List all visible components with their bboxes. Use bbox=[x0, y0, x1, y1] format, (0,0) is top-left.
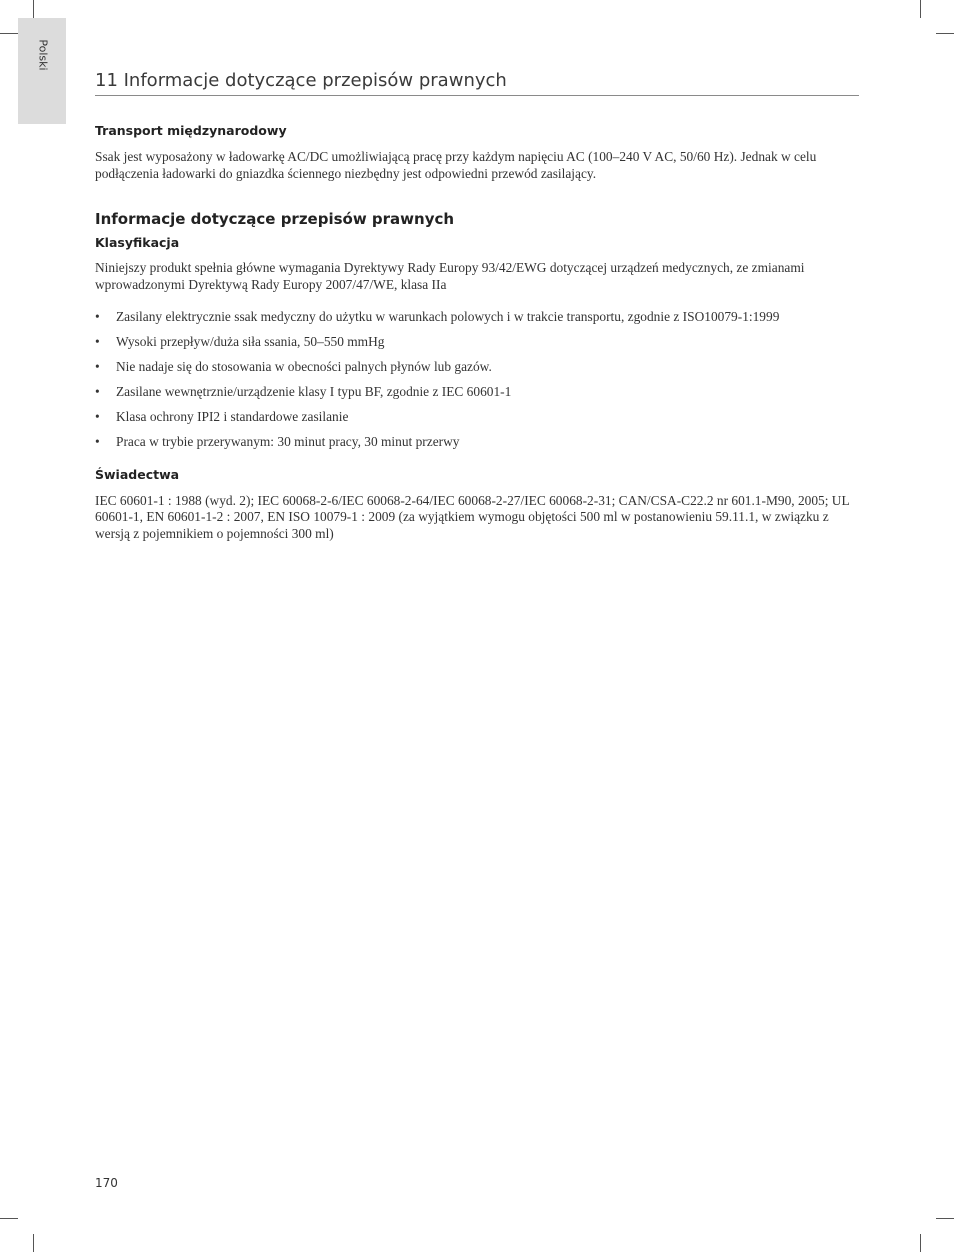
classification-paragraph: Niniejszy produkt spełnia główne wymagania Dyrektywy Rady Europy 93/42/EWG dotyczącej urządzeń medycznych, ze zmianami wprowadzonymi Dyrektywą Rady Europy 2007/47/WE, klasa IIa bbox=[95, 260, 805, 292]
list-item-text: Klasa ochrony IPI2 i standardowe zasilanie bbox=[116, 409, 349, 424]
list-item bbox=[95, 434, 855, 451]
transport-paragraph: Ssak jest wyposażony w ładowarkę AC/DC umożliwiającą pracę przy każdym napięciu AC (100–240 V AC, 50/60 Hz). Jednak w celu podłączenia ładowarki do gniazdka ściennego niezbędny jest odpowiedni przewód zasilający. bbox=[95, 149, 817, 181]
list-item-text: Zasilany elektrycznie ssak medyczny do użytku w warunkach polowych i w trakcie transportu, zgodnie z ISO10079-1:1999 bbox=[116, 309, 780, 324]
certificates-paragraph: IEC 60601-1 : 1988 (wyd. 2); IEC 60068-2-6/IEC 60068-2-64/IEC 60068-2-27/IEC 60068-2-31; CAN/CSA-C22.2 nr 601.1-M90, 2005; UL 60601-1, EN 60601-1-2 : 2007, EN ISO 10079-1 : 2009 (za wyjątkiem wymogu objętości 500 ml w postanowieniu 59.11.1, w związku z wersją z pojemnikiem o pojemności 300 ml) bbox=[95, 492, 850, 541]
crop-mark bbox=[936, 33, 954, 34]
crop-mark bbox=[33, 0, 34, 18]
crop-mark bbox=[936, 1218, 954, 1219]
list-item bbox=[95, 334, 855, 351]
transport-heading: Transport międzynarodowy bbox=[95, 123, 287, 138]
list-item bbox=[95, 359, 855, 376]
crop-mark bbox=[920, 0, 921, 18]
classification-heading: Klasyfikacja bbox=[95, 235, 180, 250]
chapter-title: 11 Informacje dotyczące przepisów prawnych bbox=[95, 70, 507, 91]
list-item-text: Praca w trybie przerywanym: 30 minut pracy, 30 minut przerwy bbox=[116, 434, 460, 449]
crop-mark bbox=[33, 1234, 34, 1252]
language-side-tab-label: Polski bbox=[36, 39, 50, 71]
page-number: 170 bbox=[95, 1176, 118, 1190]
crop-mark bbox=[0, 33, 18, 34]
list-item bbox=[95, 409, 855, 426]
list-item-text: Zasilane wewnętrznie/urządzenie klasy I typu BF, zgodnie z IEC 60601-1 bbox=[116, 384, 512, 399]
bullet-icon: • bbox=[95, 409, 100, 424]
list-item bbox=[95, 309, 855, 326]
regulations-heading: Informacje dotyczące przepisów prawnych bbox=[95, 210, 455, 228]
language-side-tab bbox=[18, 18, 66, 124]
bullet-icon: • bbox=[95, 309, 100, 324]
list-item-text: Nie nadaje się do stosowania w obecności palnych płynów lub gazów. bbox=[116, 359, 492, 374]
classification-list bbox=[95, 309, 855, 451]
title-rule bbox=[95, 95, 859, 96]
page-content bbox=[95, 122, 855, 542]
bullet-icon: • bbox=[95, 434, 100, 449]
list-item-text: Wysoki przepływ/duża siła ssania, 50–550 mmHg bbox=[116, 334, 385, 349]
bullet-icon: • bbox=[95, 334, 100, 349]
bullet-icon: • bbox=[95, 359, 100, 374]
bullet-icon: • bbox=[95, 384, 100, 399]
crop-mark bbox=[0, 1218, 18, 1219]
list-item bbox=[95, 384, 855, 401]
crop-mark bbox=[920, 1234, 921, 1252]
certificates-heading: Świadectwa bbox=[95, 466, 180, 482]
